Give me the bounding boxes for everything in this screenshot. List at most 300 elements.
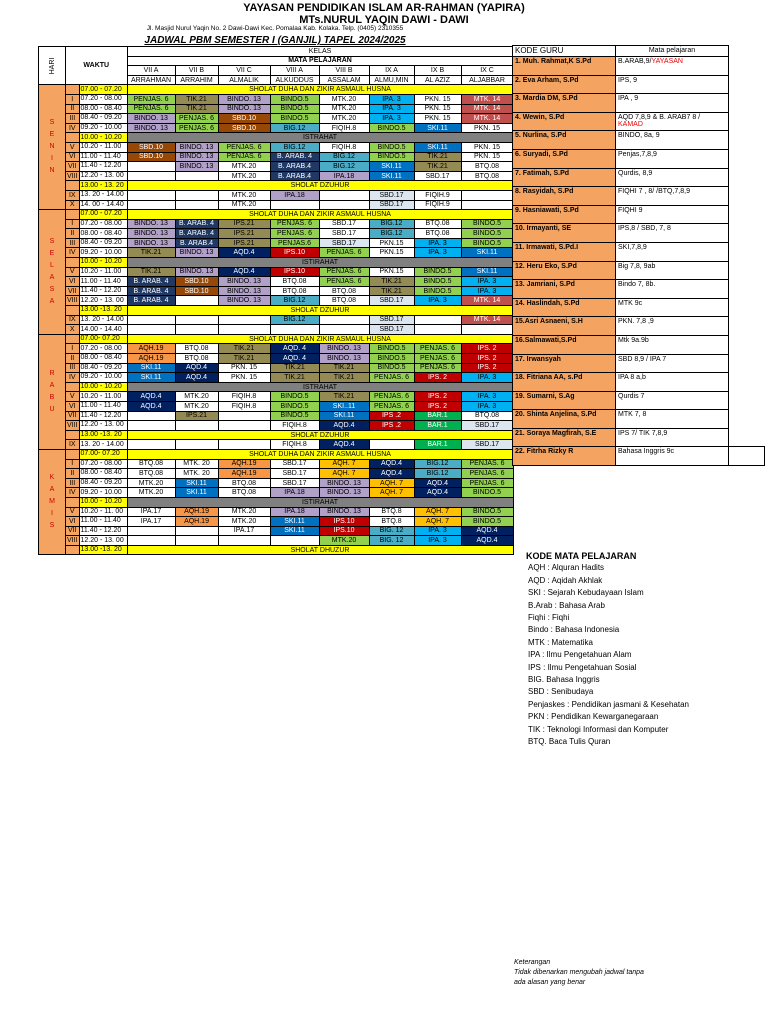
period-cell: VIII xyxy=(67,297,78,305)
teacher-subject-text: Qurdis 7 xyxy=(618,392,645,400)
table-row xyxy=(39,526,514,536)
teacher-row xyxy=(513,391,765,410)
period-cell: VII xyxy=(66,286,80,296)
teacher-subject-text: FIQHI 7 , 8/ /BTQ,7,8,9 xyxy=(618,188,690,196)
subject-cell: TIK.21 xyxy=(414,152,461,162)
subject-cell xyxy=(175,325,218,335)
table-row xyxy=(39,85,514,95)
subject-code-item: TIK : Teknologi Informasi dan Komputer xyxy=(528,724,669,734)
room-header: ALMU,MIN xyxy=(369,75,414,85)
subject-cell: PKN.15 xyxy=(369,267,414,277)
subject-cell: IPA. 3 xyxy=(414,296,461,306)
subject-cell: B. ARAB. 4 xyxy=(127,286,175,296)
subject-cell: AQH.19 xyxy=(218,459,270,469)
table-row xyxy=(39,344,514,354)
subject-cell: BINDO.5 xyxy=(270,94,319,104)
subject-cell: BIG.12 xyxy=(414,459,461,469)
teacher-subject xyxy=(616,224,729,243)
subject-cell: TIK.21 xyxy=(175,94,218,104)
time-cell: 08.40 - 09.20 xyxy=(79,238,127,248)
break-label: ISTIRAHAT xyxy=(127,258,513,268)
subject-cell: BIG.12 xyxy=(270,315,319,325)
table-row xyxy=(39,114,514,124)
day-letter: B xyxy=(49,393,55,401)
subject-cell xyxy=(175,440,218,450)
period-cell xyxy=(66,545,80,555)
subject-cell: BIG.12 xyxy=(319,162,369,172)
teacher-subject-text: AQD 7,8,9 & B. ARAB7 8 / xyxy=(618,113,701,121)
subject-cell: SBD.17 xyxy=(369,200,414,210)
period-cell: V xyxy=(66,507,80,517)
teacher-name: 3. Mardia DM, S.Pd xyxy=(513,94,616,113)
subject-cell: SBD.17 xyxy=(270,469,319,479)
period-cell: I xyxy=(66,94,80,104)
time-cell: 10.00 - 10.20 xyxy=(79,497,127,507)
period-cell: VII xyxy=(66,526,80,536)
teacher-row xyxy=(513,261,765,280)
period-cell xyxy=(66,210,80,220)
teacher-subject xyxy=(616,317,729,336)
teacher-row xyxy=(513,205,765,224)
teacher-subject-text: FIQHI 9 xyxy=(618,206,643,214)
subject-code-item: IPS : Ilmu Pengetahuan Sosial xyxy=(528,662,637,672)
table-row xyxy=(39,382,514,392)
teacher-name: 12. Heru Eko, S.Pd xyxy=(513,261,616,280)
table-row xyxy=(39,152,514,162)
table-row xyxy=(39,190,514,200)
subject-cell: BTQ.08 xyxy=(175,344,218,354)
subject-cell: AQD.4 xyxy=(414,488,461,498)
period-cell: V xyxy=(66,142,80,152)
subject-cell: BTQ.08 xyxy=(270,286,319,296)
subject-cell: SKI.11 xyxy=(175,478,218,488)
period-cell: IX xyxy=(66,190,80,200)
teacher-name: 22. Fitrha Rizky R xyxy=(513,447,616,466)
teacher-row xyxy=(513,75,765,94)
subject-cell: AQD.4 xyxy=(414,478,461,488)
subject-cell: SBD.17 xyxy=(319,238,369,248)
subject-code-item: Fiqhi : Fiqhi xyxy=(528,613,570,623)
subject-cell: BINDO. 13 xyxy=(319,478,369,488)
subject-cell: IPA.18 xyxy=(270,507,319,517)
time-cell: 07.00 - 07.20 xyxy=(79,85,127,95)
subject-cell: SBD.17 xyxy=(461,421,513,431)
subject-cell: IPA. 3 xyxy=(414,536,461,546)
time-cell: 10.00 - 10.20 xyxy=(79,258,127,268)
subject-cell: BINDO.5 xyxy=(461,517,513,527)
subject-cell: PKN. 15 xyxy=(414,94,461,104)
period-cell: VII xyxy=(66,411,80,421)
mapel-header: MATA PELAJARAN xyxy=(127,56,513,66)
subject-cell: FIQIH.8 xyxy=(218,401,270,411)
time-cell: 13.00 -13. 20 xyxy=(79,545,127,555)
subject-cell: BINDO.5 xyxy=(414,286,461,296)
subject-cell: IPA. 3 xyxy=(414,526,461,536)
subject-cell: TIK.21 xyxy=(175,104,218,114)
table-row xyxy=(39,123,514,133)
subject-cell: SKI.11 xyxy=(319,411,369,421)
period-cell: IV xyxy=(66,248,80,258)
day-cell xyxy=(39,449,66,555)
teacher-row xyxy=(513,112,765,131)
subject-cell: SBD.17 xyxy=(369,296,414,306)
subject-cell: AQH.19 xyxy=(127,344,175,354)
subject-cell: IPS.10 xyxy=(319,517,369,527)
note-line-1: Tidak dibenarkan mengubah jadwal tanpa xyxy=(514,969,644,976)
time-cell: 10.20 - 11.00 xyxy=(79,392,127,402)
subject-cell: AQD.4 xyxy=(461,536,513,546)
subject-cell: AQH.19 xyxy=(175,517,218,527)
teacher-name: 2. Eva Arham, S.Pd xyxy=(513,75,616,94)
break-label: SHOLAT DZUHUR xyxy=(127,306,513,316)
teacher-name: 5. Nurlina, S.Pd xyxy=(513,131,616,150)
teacher-subject-text: IPS 7/ TIK 7,8,9 xyxy=(618,429,668,437)
day-cell xyxy=(39,210,66,335)
subject-cell: BINDO. 13 xyxy=(127,219,175,229)
subject-cell xyxy=(414,325,461,335)
note-title: Keterangan xyxy=(514,959,551,966)
teacher-subject-text: PKN. 7,8 ,9 xyxy=(618,318,654,326)
teacher-subject-text: SBD 8,9 / IPA 7 xyxy=(618,355,667,363)
teacher-row xyxy=(513,373,765,392)
room-header: ALKUDDUS xyxy=(270,75,319,85)
subject-cell: FIQIH.8 xyxy=(270,421,319,431)
break-label: SHOLAT DHUZUR xyxy=(127,545,513,555)
table-row xyxy=(39,258,514,268)
teacher-name: 14. Haslindah, S.Pd xyxy=(513,298,616,317)
subject-cell: SKI.11 xyxy=(127,373,175,383)
subject-cell xyxy=(218,440,270,450)
teacher-row xyxy=(513,280,765,299)
subject-cell xyxy=(218,411,270,421)
teacher-subject-extra: KAMAD xyxy=(618,120,643,128)
subject-cell: B. ARAB. 4 xyxy=(270,152,319,162)
subject-cell xyxy=(175,315,218,325)
subject-cell: BTQ.08 xyxy=(319,286,369,296)
subject-cell: SKI.11 xyxy=(127,363,175,373)
subject-cell: IPS. 2 xyxy=(461,363,513,373)
table-row xyxy=(39,421,514,431)
subject-cell: IPS. 2 xyxy=(414,373,461,383)
teacher-subject xyxy=(616,94,729,113)
subject-cell: IPS .2 xyxy=(369,411,414,421)
teacher-row xyxy=(513,94,765,113)
subject-cell: BINDO. 13 xyxy=(175,142,218,152)
subject-cell: IPS.21 xyxy=(218,229,270,239)
subject-cell: MTK.20 xyxy=(319,114,369,124)
subject-cell: FIQIH.8 xyxy=(270,440,319,450)
time-cell: 11.00 - 11.40 xyxy=(79,517,127,527)
table-row xyxy=(39,373,514,383)
teacher-subject xyxy=(616,168,729,187)
subject-cell: IPS.10 xyxy=(270,267,319,277)
table-row xyxy=(39,354,514,364)
subject-cell: MTK.20 xyxy=(127,488,175,498)
teacher-row xyxy=(513,131,765,150)
subject-cell xyxy=(319,315,369,325)
subject-cell: PENJAS. 6 xyxy=(319,277,369,287)
subject-cell: PKN. 15 xyxy=(414,104,461,114)
subject-cell: B. ARAB. 4 xyxy=(127,277,175,287)
table-row xyxy=(39,507,514,517)
teacher-row xyxy=(513,410,765,429)
break-label: SHOLAT DUHA DAN ZIKIR ASMAUL HUSNA xyxy=(127,334,513,344)
subject-cell: BINDO.5 xyxy=(369,123,414,133)
class-header: VII C xyxy=(218,66,270,76)
waktu-header: WAKTU xyxy=(66,47,128,85)
subject-cell: BTQ.08 xyxy=(319,296,369,306)
teacher-subject xyxy=(616,280,729,299)
subject-cell: BTQ.8 xyxy=(369,507,414,517)
time-cell: 12.20 - 13. 00 xyxy=(79,296,127,306)
subject-cell: MTK.20 xyxy=(218,190,270,200)
period-cell xyxy=(66,497,80,507)
subject-cell: PKN.15 xyxy=(369,238,414,248)
subject-cell xyxy=(270,200,319,210)
teacher-subject xyxy=(616,261,729,280)
subject-cell: AQD.4 xyxy=(175,363,218,373)
subject-cell: PENJAS. 6 xyxy=(369,392,414,402)
teacher-subject xyxy=(616,354,729,373)
teacher-subject-text: SKI,7,8,9 xyxy=(618,243,647,251)
subject-cell: BINDO.5 xyxy=(369,363,414,373)
subject-cell: SKI.11 xyxy=(414,123,461,133)
table-row xyxy=(39,238,514,248)
time-cell: 08.40 - 09.20 xyxy=(79,363,127,373)
teacher-row xyxy=(513,224,765,243)
subject-cell: PENJAS. 6 xyxy=(461,459,513,469)
teacher-row xyxy=(513,187,765,206)
teacher-row xyxy=(513,168,765,187)
teacher-subject xyxy=(616,149,729,168)
subject-cell xyxy=(175,526,218,536)
teacher-name: 13. Jamriani, S.Pd xyxy=(513,280,616,299)
subject-cell: BINDO. 13 xyxy=(319,507,369,517)
subject-cell: IPA.17 xyxy=(127,507,175,517)
table-row xyxy=(39,459,514,469)
teacher-row xyxy=(513,298,765,317)
break-label: SHOLAT DUHA DAN ZIKIR ASMAUL HUSNA xyxy=(127,449,513,459)
subject-cell xyxy=(319,190,369,200)
teacher-name: 21. Soraya Magfirah, S.E xyxy=(513,428,616,447)
subject-cell: BIG.12 xyxy=(270,296,319,306)
subject-cell: BINDO. 13 xyxy=(175,267,218,277)
table-row xyxy=(39,277,514,287)
subject-cell: IPS. 2 xyxy=(414,392,461,402)
subject-cell: BINDO.5 xyxy=(270,411,319,421)
day-letter: S xyxy=(49,119,55,127)
class-header: IX C xyxy=(461,66,513,76)
teacher-name: 1. Muh. Rahmat,K S.Pd xyxy=(513,57,616,76)
class-header: IX A xyxy=(369,66,414,76)
teacher-subject xyxy=(616,131,729,150)
break-label: SHOLAT DZUHUR xyxy=(127,181,513,191)
note xyxy=(514,958,644,988)
day-letter: A xyxy=(49,486,55,494)
subject-cell: BINDO.5 xyxy=(270,114,319,124)
subject-cell: MTK. 14 xyxy=(461,104,513,114)
subject-cell: MTK.20 xyxy=(319,104,369,114)
subject-cell: MTK.20 xyxy=(127,478,175,488)
subject-cell: PENJAS. 6 xyxy=(414,354,461,364)
subject-cell: IPA.18 xyxy=(319,171,369,181)
subject-cell: SKI.11 xyxy=(175,488,218,498)
subject-cell: SBD.10 xyxy=(127,142,175,152)
subject-cell: BINDO.5 xyxy=(461,507,513,517)
subject-code-item: BIG. Bahasa Inggris xyxy=(528,675,600,685)
table-row xyxy=(39,104,514,114)
subject-cell: IPS. 2 xyxy=(414,401,461,411)
subject-cell: BTQ.08 xyxy=(461,411,513,421)
period-cell: III xyxy=(66,238,80,248)
day-letter: A xyxy=(49,273,55,281)
time-cell: 11.40 - 12.20 xyxy=(79,162,127,172)
day-letter: U xyxy=(49,405,55,413)
subject-cell: BINDO.5 xyxy=(369,344,414,354)
break-label: SHOLAT DUHA DAN ZIKIR ASMAUL HUSNA xyxy=(127,85,513,95)
subject-cell: AQD.4 xyxy=(319,421,369,431)
table-row xyxy=(39,334,514,344)
time-cell: 07.20 - 08.00 xyxy=(79,219,127,229)
subject-cell: MTK. 14 xyxy=(461,114,513,124)
period-cell: IX xyxy=(66,440,80,450)
time-cell: 10.20 - 11. 00 xyxy=(79,507,127,517)
subject-cell: SBD.17 xyxy=(414,171,461,181)
teacher-subject xyxy=(616,75,729,94)
subject-cell xyxy=(461,200,513,210)
subject-cell: FIQIH.9 xyxy=(414,190,461,200)
subject-cell: IPS.10 xyxy=(319,526,369,536)
teacher-name: 19. Sumarni, S.Ag xyxy=(513,391,616,410)
subject-cell: IPA. 3 xyxy=(414,248,461,258)
teacher-subject xyxy=(616,428,729,447)
subject-cell: SKI.11 xyxy=(270,517,319,527)
teacher-subject-text: Bindo 7, 8b. xyxy=(618,281,656,289)
teacher-subject xyxy=(616,57,729,76)
day-letter: N xyxy=(49,167,55,175)
kelas-header: KELAS xyxy=(127,47,513,57)
teacher-row xyxy=(513,317,765,336)
subject-cell: AQD.4 xyxy=(461,526,513,536)
table-row xyxy=(39,315,514,325)
teacher-name: 9. Hasniawati, S.Pd xyxy=(513,205,616,224)
subject-cell: IPA. 3 xyxy=(461,277,513,287)
subject-cell: MTK.20 xyxy=(218,517,270,527)
subject-cell: BIG.12 xyxy=(414,469,461,479)
subject-cell: BINDO.5 xyxy=(461,488,513,498)
time-cell: 08.40 - 09.20 xyxy=(79,114,127,124)
teacher-row xyxy=(513,428,765,447)
subject-cell: PENJAS. 6 xyxy=(461,478,513,488)
class-header: VII A xyxy=(127,66,175,76)
time-cell: 14. 00 - 14.40 xyxy=(79,200,127,210)
subject-code-item: SKI : Sejarah Kebudayaan Islam xyxy=(528,588,644,598)
time-cell: 09.20 - 10.00 xyxy=(79,123,127,133)
day-letter: K xyxy=(49,474,55,482)
subject-cell: IPA. 3 xyxy=(414,238,461,248)
subject-cell: TIK.21 xyxy=(218,344,270,354)
subject-cell: SBD.10 xyxy=(127,152,175,162)
period-cell: IV xyxy=(66,123,80,133)
subject-cell: IPA. 3 xyxy=(369,94,414,104)
subject-cell: MTK. 14 xyxy=(461,94,513,104)
subject-cell xyxy=(319,200,369,210)
subject-cell: TIK.21 xyxy=(414,162,461,172)
period-cell: VI xyxy=(66,277,80,287)
table-row xyxy=(39,440,514,450)
teacher-row xyxy=(513,242,765,261)
table-row xyxy=(39,430,514,440)
subject-cell: MTK. 20 xyxy=(175,469,218,479)
kode-guru-header: KODE GURU xyxy=(513,46,616,57)
subject-cell: SBD.10 xyxy=(218,123,270,133)
subject-cell: MTK.20 xyxy=(319,536,369,546)
table-row xyxy=(39,469,514,479)
teacher-subject xyxy=(616,391,729,410)
time-cell: 13.00 - 13. 20 xyxy=(79,181,127,191)
time-cell: 07.00- 07.20 xyxy=(79,449,127,459)
subject-cell: BINDO. 13 xyxy=(218,296,270,306)
teacher-subject xyxy=(616,410,729,429)
subject-cell: BINDO. 13 xyxy=(127,238,175,248)
subject-cell xyxy=(127,325,175,335)
subject-cell: PKN.15 xyxy=(369,248,414,258)
subject-cell: B. ARAB. 4 xyxy=(175,229,218,239)
subject-cell: MTK. 20 xyxy=(175,459,218,469)
period-cell: VI xyxy=(66,152,80,162)
subject-cell: PKN. 15 xyxy=(461,142,513,152)
time-cell: 08.00 - 08.40 xyxy=(79,354,127,364)
subject-cell xyxy=(319,325,369,335)
time-cell: 10.00 - 10.20 xyxy=(79,133,127,143)
time-cell: 12.20 - 13. 00 xyxy=(79,536,127,546)
subject-cell: AQD.4 xyxy=(175,373,218,383)
subject-cell: IPA.18 xyxy=(270,190,319,200)
empty-cell xyxy=(729,447,765,466)
subject-cell: AQH.19 xyxy=(218,469,270,479)
time-cell: 09.20 - 10.00 xyxy=(79,248,127,258)
period-cell xyxy=(66,306,80,316)
day-letter: N xyxy=(49,143,55,151)
period-cell: VIII xyxy=(67,421,78,429)
teacher-subject xyxy=(616,335,729,354)
school-name: MTs.NURUL YAQIN DAWI - DAWI xyxy=(299,14,469,26)
subject-cell: TIK.21 xyxy=(319,392,369,402)
time-cell: 10.20 - 11.00 xyxy=(79,142,127,152)
teacher-name: 15.Asri Asnaeni, S.H xyxy=(513,317,616,336)
break-label: ISTIRAHAT xyxy=(127,497,513,507)
subject-cell: AQH. 7 xyxy=(414,507,461,517)
subject-cell: BINDO. 13 xyxy=(218,94,270,104)
subject-cell: MTK.20 xyxy=(319,94,369,104)
table-row xyxy=(39,171,514,181)
subject-cell: IPS.21 xyxy=(218,219,270,229)
subject-cell: PENJAS. 6 xyxy=(270,229,319,239)
hari-header: HARI xyxy=(39,47,66,85)
table-row xyxy=(39,449,514,459)
subject-cell xyxy=(127,411,175,421)
subject-cell: MTK.20 xyxy=(218,162,270,172)
subject-cell: AQD.4 xyxy=(127,392,175,402)
table-row xyxy=(39,210,514,220)
time-cell: 08.00 - 08.40 xyxy=(79,104,127,114)
subject-cell: IPS.21 xyxy=(218,238,270,248)
subject-cell: AQD. 4 xyxy=(270,344,319,354)
schedule-title: JADWAL PBM SEMESTER I (GANJIL) TAPEL 2024/2025 xyxy=(144,35,406,46)
time-cell: 13.00 -13. 20 xyxy=(79,430,127,440)
period-cell xyxy=(66,133,80,143)
time-cell: 08.00 - 08.40 xyxy=(79,229,127,239)
